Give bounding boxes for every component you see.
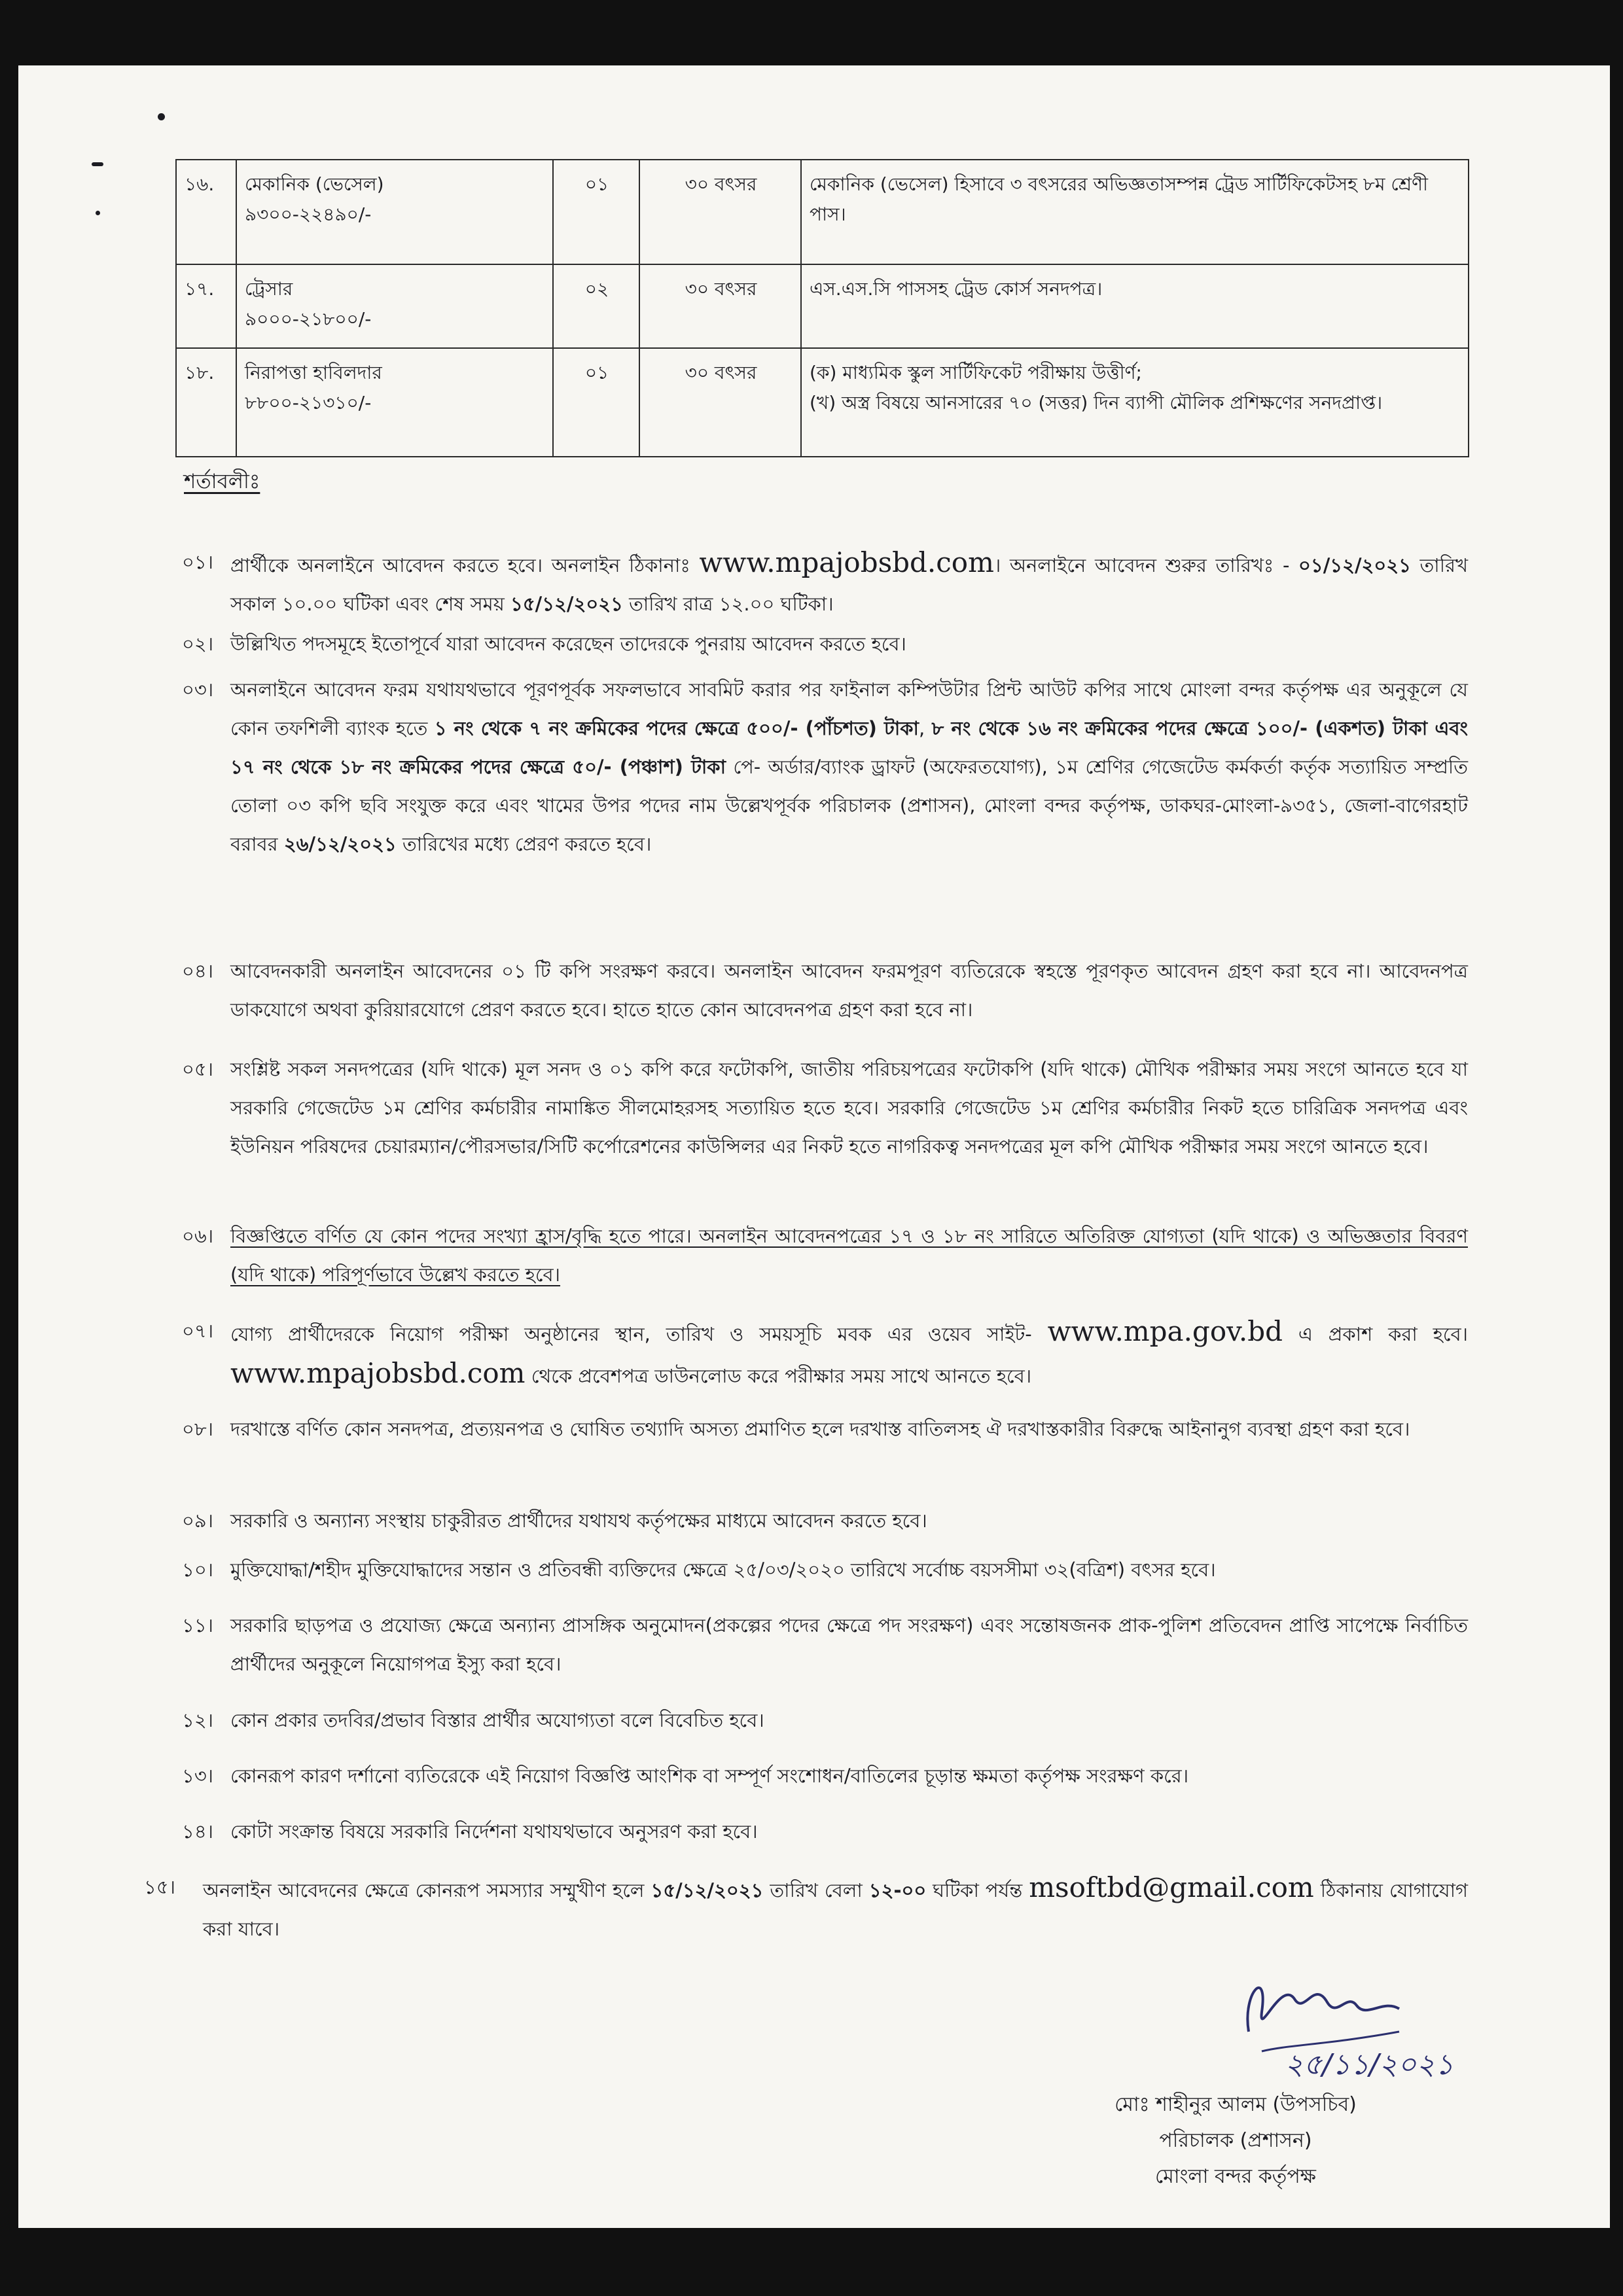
term-12: ১২। কোন প্রকার তদবির/প্রভাব বিস্তার প্রার্থীর অযোগ্যতা বলে বিবেচিত হবে।	[182, 1701, 1468, 1740]
term-number: ০৬।	[182, 1225, 214, 1247]
term-number: ০৮।	[182, 1418, 214, 1440]
post-name: নিরাপত্তা হাবিলদার	[245, 362, 382, 383]
qualification-cell	[801, 348, 1469, 457]
serial-cell: ১৭.	[176, 264, 236, 348]
age-limit: ৩০ বৎসর	[639, 160, 801, 264]
age-limit: ৩০ বৎসর	[639, 264, 801, 348]
website-link[interactable]: www.mpajobsbd.com	[699, 546, 994, 578]
post-cell	[236, 348, 553, 457]
website-link[interactable]: www.mpa.gov.bd	[1047, 1315, 1283, 1347]
term-05: ০৫। সংশ্লিষ্ট সকল সনদপত্রের (যদি থাকে) মূল সনদ ও ০১ কপি করে ফটোকপি, জাতীয় পরিচয়পত্রের ফটোকপি (যদি থাকে) মৌখিক পরীক্ষার সময় সংগে আনতে হবে যা সরকারি গেজেটেড ১ম শ্রেণির কর্মচারীর নামাঙ্কিত সীলমোহরসহ সত্যায়িত হতে হবে। সরকারি গেজেটেড ১ম শ্রেণির কর্মচারীর নিকট হতে চারিত্রিক সনদপত্র এবং ইউনিয়ন পরিষদের চেয়ারম্যান/পৌরসভার/সিটি কর্পোরেশনের কাউন্সিলর এর নিকট হতে নাগরিকত্ব সনদপত্রের মূল কপি মৌখিক পরীক্ষার সময় সংগে আনতে হবে।	[182, 1050, 1468, 1166]
term-11: ১১। সরকারি ছাড়পত্র ও প্রযোজ্য ক্ষেত্রে অন্যান্য প্রাসঙ্গিক অনুমোদন(প্রকল্পের পদের ক্ষেত্রে পদ সংরক্ষণ) এবং সন্তোষজনক প্রাক-পুলিশ প্রতিবেদন প্রাপ্তি সাপেক্ষে নির্বাচিত প্রার্থীদের অনুকূলে নিয়োগপত্র ইস্যু করা হবে।	[182, 1606, 1468, 1684]
term-number: ১২।	[182, 1709, 214, 1731]
signature-image	[1222, 1953, 1454, 2084]
signer-designation: পরিচালক (প্রশাসন)	[1159, 2129, 1312, 2152]
term-number: ১৪।	[182, 1820, 214, 1843]
term-number: ১৩।	[182, 1765, 214, 1787]
term-number: ০৫।	[182, 1058, 214, 1080]
term-number: ০৯।	[182, 1510, 214, 1532]
serial-cell: ১৬.	[176, 160, 236, 264]
table-row	[176, 160, 1469, 264]
post-cell	[236, 264, 553, 348]
post-count: ০১	[553, 348, 639, 457]
term-number: ১১।	[182, 1614, 214, 1636]
help-time: ১২-০০	[868, 1879, 927, 1901]
terms-heading: শর্তাবলীঃ	[184, 470, 260, 493]
signer-office: মোংলা বন্দর কর্তৃপক্ষ	[1154, 2165, 1316, 2188]
end-date: ১৫/১২/২০২১	[510, 593, 623, 615]
term-number: ০৪।	[182, 960, 214, 982]
term-10: ১০। মুক্তিযোদ্ধা/শহীদ মুক্তিযোদ্ধাদের সন্তান ও প্রতিবন্ধী ব্যক্তিদের ক্ষেত্রে ২৫/০৩/২০২০ তারিখে সর্বোচ্চ বয়সসীমা ৩২(বত্রিশ) বৎসর হবে।	[182, 1551, 1468, 1589]
scan-speck	[158, 113, 165, 120]
term-07: ০৭। যোগ্য প্রার্থীদেরকে নিয়োগ পরীক্ষা অনুষ্ঠানের স্থান, তারিখ ও সময়সূচি মবক এর ওয়েব সাইট- www.mpa.gov.bd এ প্রকাশ করা হবে। www.mpajobsbd.com থেকে প্রবেশপত্র ডাউনলোড করে পরীক্ষার সময় সাথে আনতে হবে।	[182, 1312, 1468, 1396]
qualification-cell	[801, 264, 1469, 348]
fee-tier-1: ১ নং থেকে ৭ নং ক্রমিকের পদের ক্ষেত্রে ৫০০/- (পাঁচশত) টাকা	[434, 717, 919, 739]
term-number: ১৫।	[144, 1876, 176, 1898]
post-name: ট্রেসার	[245, 278, 293, 300]
term-14: ১৪। কোটা সংক্রান্ত বিষয়ে সরকারি নির্দেশনা যথাযথভাবে অনুসরণ করা হবে।	[182, 1812, 1468, 1851]
term-04: ০৪। আবেদনকারী অনলাইন আবেদনের ০১ টি কপি সংরক্ষণ করবে। অনলাইন আবেদন ফরমপূরণ ব্যতিরেকে স্বহস্তে পূরণকৃত আবেদন গ্রহণ করা হবে না। আবেদনপত্র ডাকযোগে অথবা কুরিয়ারযোগে প্রেরণ করতে হবে। হাতে হাতে কোন আবেদনপত্র গ্রহণ করা হবে না।	[182, 952, 1468, 1029]
term-13: ১৩। কোনরূপ কারণ দর্শানো ব্যতিরেকে এই নিয়োগ বিজ্ঞপ্তি আংশিক বা সম্পূর্ণ সংশোধন/বাতিলের চূড়ান্ত ক্ষমতা কর্তৃপক্ষ সংরক্ষণ করে।	[182, 1757, 1468, 1795]
table-row	[176, 264, 1469, 348]
website-link[interactable]: www.mpajobsbd.com	[230, 1357, 526, 1389]
circular-page	[18, 65, 1610, 2228]
post-count: ০২	[553, 264, 639, 348]
serial-cell: ১৮.	[176, 348, 236, 457]
post-name: মেকানিক (ভেসেল)	[245, 173, 384, 195]
qualification-cell	[801, 160, 1469, 264]
qualification-line: (খ) অস্ত্র বিষয়ে আনসারের ৭০ (সত্তর) দিন ব্যাপী মৌলিক প্রশিক্ষণের সনদপ্রাপ্ত।	[810, 392, 1383, 414]
signer-name: মোঃ শাহীনুর আলম (উপসচিব)	[1115, 2093, 1357, 2116]
pay-scale: ৯৩০০-২২৪৯০/-	[245, 203, 372, 225]
term-02: ০২। উল্লিখিত পদসমূহে ইতোপূর্বে যারা আবেদন করেছেন তাদেরকে পুনরায় আবেদন করতে হবে।	[182, 625, 1468, 663]
term-number: ০১।	[182, 551, 214, 573]
scan-speck	[92, 162, 103, 166]
deadline-date: ২৬/১২/২০২১	[283, 833, 397, 855]
post-cell	[236, 160, 553, 264]
scan-speck	[96, 211, 100, 215]
term-number: ০৭।	[182, 1320, 214, 1342]
qualification-line: এস.এস.সি পাসসহ ট্রেড কোর্স সনদপত্র।	[810, 278, 1103, 300]
term-08: ০৮। দরখাস্তে বর্ণিত কোন সনদপত্র, প্রত্যয়নপত্র ও ঘোষিত তথ্যাদি অসত্য প্রমাণিত হলে দরখাস্ত বাতিলসহ ঐ দরখাস্তকারীর বিরুদ্ধে আইনানুগ ব্যবস্থা গ্রহণ করা হবে।	[182, 1410, 1468, 1449]
start-date: ০১/১২/২০২১	[1298, 554, 1411, 576]
term-number: ০৩।	[182, 679, 214, 701]
help-date: ১৫/১২/২০২১	[651, 1879, 764, 1901]
qualification-line: (ক) মাধ্যমিক স্কুল সার্টিফিকেট পরীক্ষায় উত্তীর্ণ;	[810, 362, 1142, 383]
term-09: ০৯। সরকারি ও অন্যান্য সংস্থায় চাকুরীরত প্রার্থীদের যথাযথ কর্তৃপক্ষের মাধ্যমে আবেদন করতে হবে।	[182, 1502, 1468, 1540]
post-count: ০১	[553, 160, 639, 264]
qualification-line: মেকানিক (ভেসেল) হিসাবে ৩ বৎসরের অভিজ্ঞতাসম্পন্ন ট্রেড সার্টিফিকেটসহ ৮ম শ্রেণী পাস।	[810, 173, 1429, 225]
term-03: ০৩। অনলাইনে আবেদন ফরম যথাযথভাবে পূরণপূর্বক সফলভাবে সাবমিট করার পর ফাইনাল কম্পিউটার প্রিন্ট আউট কপির সাথে মোংলা বন্দর কর্তৃপক্ষ এর অনুকূলে যে কোন তফশিলী ব্যাংক হতে ১ নং থেকে ৭ নং ক্রমিকের পদের ক্ষেত্রে ৫০০/- (পাঁচশত) টাকা, ৮ নং থেকে ১৬ নং ক্রমিকের পদের ক্ষেত্রে ১০০/- (একশত) টাকা এবং ১৭ নং থেকে ১৮ নং ক্রমিকের পদের ক্ষেত্রে ৫০/- (পঞ্চাশ) টাকা পে- অর্ডার/ব্যাংক ড্রাফট (অফেরতযোগ্য), ১ম শ্রেণির গেজেটেড কর্মকর্তা কর্তৃক সত্যায়িত সম্প্রতি তোলা ০৩ কপি ছবি সংযুক্ত করে এবং খামের উপর পদের নাম উল্লেখপূর্বক পরিচালক (প্রশাসন), মোংলা বন্দর কর্তৃপক্ষ, ডাকঘর-মোংলা-৯৩৫১, জেলা-বাগেরহাট বরাবর ২৬/১২/২০২১ তারিখের মধ্যে প্রেরণ করতে হবে।	[182, 671, 1468, 864]
term-01: ০১। প্রার্থীকে অনলাইনে আবেদন করতে হবে। অনলাইন ঠিকানাঃ www.mpajobsbd.com। অনলাইনে আবেদন শুরুর তারিখঃ - ০১/১২/২০২১ তারিখ সকাল ১০.০০ ঘটিকা এবং শেষ সময় ১৫/১২/২০২১ তারিখ রাত্র ১২.০০ ঘটিকা।	[182, 543, 1468, 624]
table-row	[176, 348, 1469, 457]
email-link[interactable]: msoftbd@gmail.com	[1029, 1871, 1314, 1903]
pay-scale: ৯০০০-২১৮০০/-	[245, 308, 372, 330]
job-table	[175, 159, 1469, 457]
term-06: ০৬। বিজ্ঞপ্তিতে বর্ণিত যে কোন পদের সংখ্যা হ্রাস/বৃদ্ধি হতে পারে। অনলাইন আবেদনপত্রের ১৭ ও ১৮ নং সারিতে অতিরিক্ত যোগ্যতা (যদি থাকে) ও অভিজ্ঞতার বিবরণ (যদি থাকে) পরিপূর্ণভাবে উল্লেখ করতে হবে।	[182, 1217, 1468, 1294]
term-number: ১০।	[182, 1559, 214, 1581]
pay-scale: ৮৮০০-২১৩১০/-	[245, 392, 372, 414]
signature-date: ২৫/১১/২০২১	[1285, 2048, 1454, 2081]
term-15: ১৫। অনলাইন আবেদনের ক্ষেত্রে কোনরূপ সমস্যার সম্মুখীণ হলে ১৫/১২/২০২১ তারিখ বেলা ১২-০০ ঘটিকা পর্যন্ত msoftbd@gmail.com ঠিকানায় যোগাযোগ করা যাবে।	[144, 1868, 1468, 1949]
term-number: ০২।	[182, 633, 214, 655]
age-limit: ৩০ বৎসর	[639, 348, 801, 457]
fee-tier-2: ৮ নং থেকে ১৬ নং ক্রমিকের পদের ক্ষেত্রে ১০০/- (একশত) টাকা এবং ১৭ নং থেকে ১৮ নং ক্রমিকের পদের ক্ষেত্রে ৫০/- (পঞ্চাশ) টাকা	[230, 717, 1469, 778]
